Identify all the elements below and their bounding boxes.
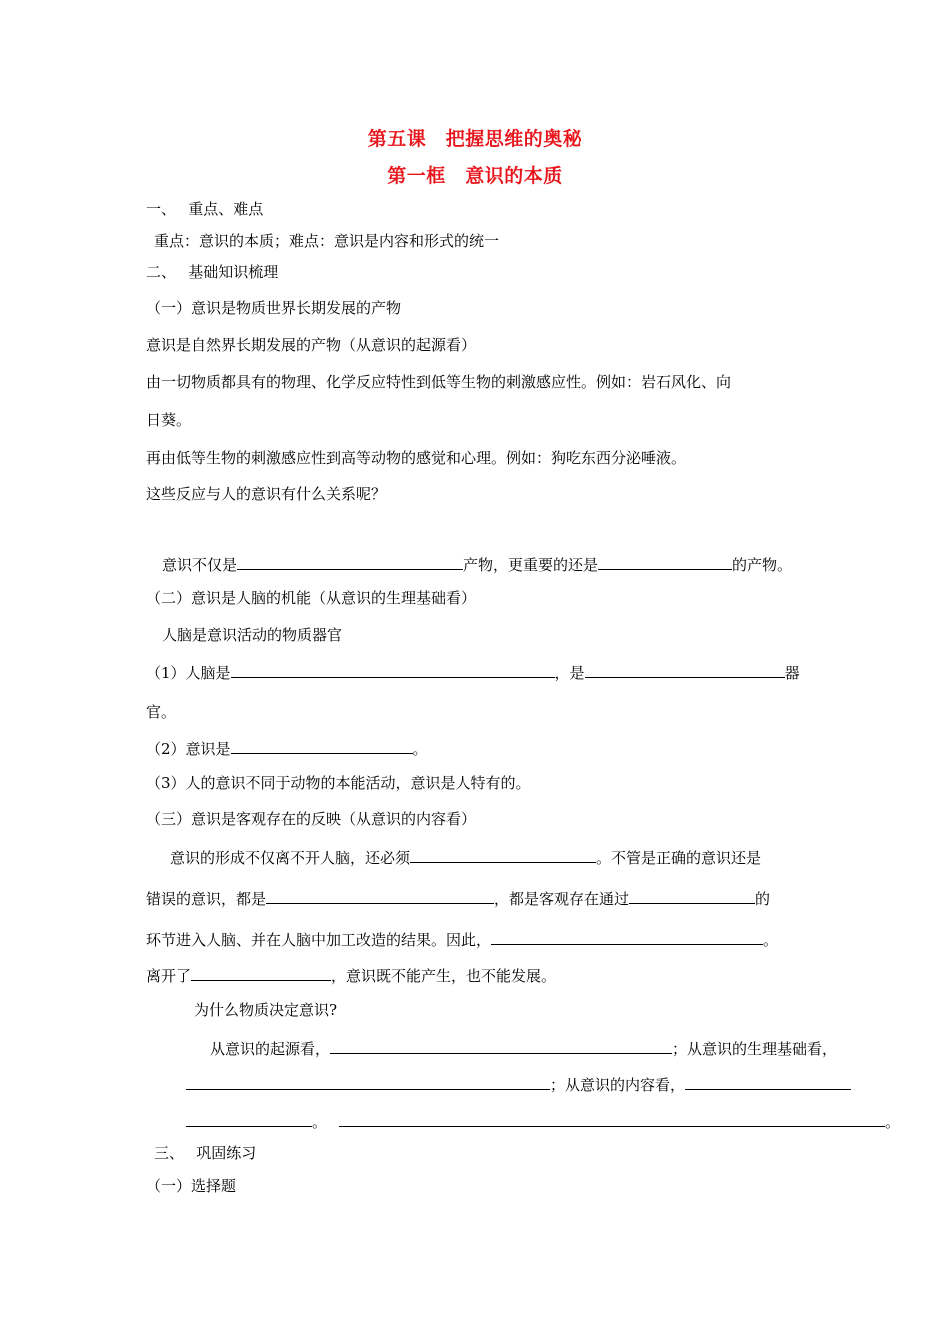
part1-heading: （一）意识是物质世界长期发展的产物 bbox=[146, 299, 402, 317]
part1-line3: 日葵。 bbox=[146, 411, 192, 429]
answer-blank[interactable] bbox=[186, 1073, 550, 1090]
answer-blank[interactable] bbox=[330, 1037, 672, 1054]
fill-text: 。 bbox=[412, 740, 428, 758]
fill-text: 的产物。 bbox=[732, 556, 793, 574]
fill-text: 。不管是正确的意识还是 bbox=[596, 849, 762, 867]
fill-text: 。 bbox=[312, 1113, 328, 1131]
part2-line1: 人脑是意识活动的物质器官 bbox=[162, 626, 343, 644]
part3-line2 bbox=[146, 887, 770, 909]
answer-blank[interactable] bbox=[598, 553, 732, 570]
part1-line1: 意识是自然界长期发展的产物（从意识的起源看） bbox=[146, 336, 477, 354]
fill-text: 。 bbox=[763, 931, 779, 949]
section-subtitle: 第一框 意识的本质 bbox=[387, 165, 563, 187]
fill-text: （2）意识是 bbox=[146, 740, 231, 758]
why-answer-line2 bbox=[186, 1073, 851, 1095]
fill-text: ；从意识的内容看， bbox=[550, 1076, 686, 1094]
fill-text: 环节进入人脑、并在人脑中加工改造的结果。因此， bbox=[146, 931, 492, 949]
fill-text: ，都是客观存在通过 bbox=[494, 890, 630, 908]
part2-q2-line bbox=[146, 737, 428, 759]
part3-line1 bbox=[170, 846, 761, 868]
fill-text: 。 bbox=[885, 1113, 901, 1131]
heading-practice: 三、 巩固练习 bbox=[154, 1144, 257, 1162]
part1-line5: 这些反应与人的意识有什么关系呢？ bbox=[146, 485, 387, 503]
answer-blank[interactable] bbox=[339, 1110, 885, 1127]
why-answer-line1 bbox=[210, 1037, 837, 1059]
answer-blank[interactable] bbox=[231, 737, 413, 754]
answer-blank[interactable] bbox=[685, 1073, 851, 1090]
fill-text: ；从意识的生理基础看， bbox=[672, 1040, 838, 1058]
heading-key-points: 一、 重点、难点 bbox=[146, 200, 264, 218]
answer-blank[interactable] bbox=[237, 553, 463, 570]
practice-subheading: （一）选择题 bbox=[146, 1177, 237, 1195]
part1-fill-line bbox=[162, 553, 792, 575]
part2-q1-wrap: 官。 bbox=[146, 703, 177, 721]
why-question: 为什么物质决定意识? bbox=[194, 1001, 338, 1019]
part1-line2: 由一切物质都具有的物理、化学反应特性到低等生物的刺激感应性。例如：岩石风化、向 bbox=[146, 373, 732, 391]
fill-text: （1）人脑是 bbox=[146, 664, 231, 682]
answer-blank[interactable] bbox=[491, 928, 763, 945]
key-points-text: 重点：意识的本质；难点：意识是内容和形式的统一 bbox=[154, 232, 500, 250]
fill-text: ，是 bbox=[554, 664, 585, 682]
part3-line4 bbox=[146, 964, 556, 986]
part2-q3: （3）人的意识不同于动物的本能活动，意识是人特有的。 bbox=[146, 774, 531, 792]
fill-text: ，意识既不能产生，也不能发展。 bbox=[331, 967, 557, 985]
part2-heading: （二）意识是人脑的机能（从意识的生理基础看） bbox=[146, 589, 477, 607]
answer-blank[interactable] bbox=[231, 661, 555, 678]
answer-blank[interactable] bbox=[186, 1110, 312, 1127]
fill-text: 器 bbox=[784, 664, 800, 682]
lesson-title: 第五课 把握思维的奥秘 bbox=[367, 128, 583, 150]
part1-line4: 再由低等生物的刺激感应性到高等动物的感觉和心理。例如：狗吃东西分泌唾液。 bbox=[146, 449, 687, 467]
fill-text: 从意识的起源看， bbox=[210, 1040, 331, 1058]
fill-text: 意识的形成不仅离不开人脑，还必须 bbox=[170, 849, 411, 867]
answer-blank[interactable] bbox=[629, 887, 755, 904]
answer-blank[interactable] bbox=[191, 964, 331, 981]
part3-line3 bbox=[146, 928, 778, 950]
fill-text: 意识不仅是 bbox=[162, 556, 238, 574]
part3-heading: （三）意识是客观存在的反映（从意识的内容看） bbox=[146, 810, 477, 828]
heading-basic-knowledge: 二、 基础知识梳理 bbox=[146, 263, 279, 281]
fill-text: 产物，更重要的还是 bbox=[463, 556, 599, 574]
fill-text: 离开了 bbox=[146, 967, 192, 985]
part2-q1-line bbox=[146, 661, 800, 683]
fill-text: 错误的意识，都是 bbox=[146, 890, 267, 908]
answer-blank[interactable] bbox=[410, 846, 596, 863]
fill-text: 的 bbox=[755, 890, 771, 908]
answer-blank[interactable] bbox=[585, 661, 785, 678]
answer-blank[interactable] bbox=[266, 887, 494, 904]
why-answer-line3 bbox=[186, 1110, 900, 1132]
